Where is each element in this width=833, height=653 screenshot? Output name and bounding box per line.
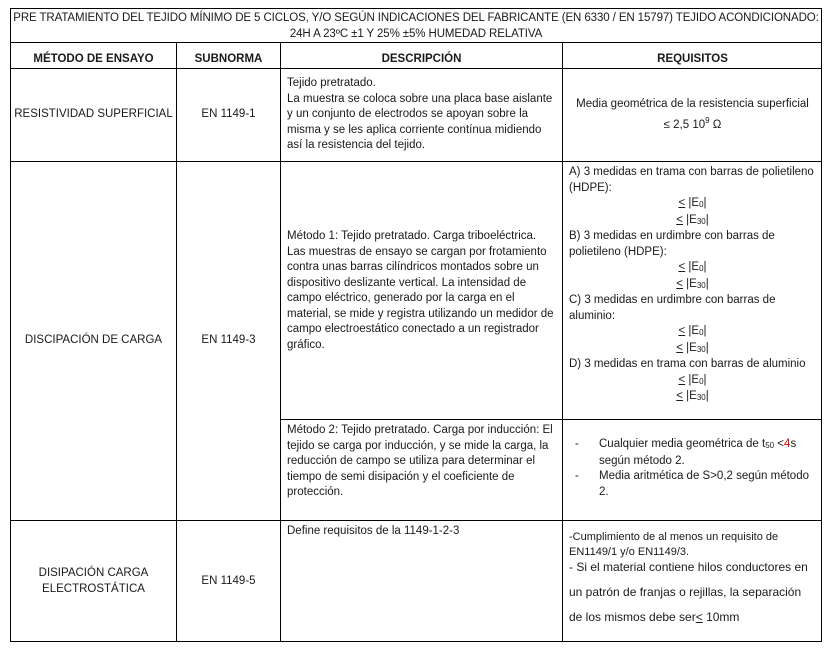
- req-text-end: s según método 2.: [599, 438, 797, 467]
- row1-description-l1: Tejido pretratado.: [287, 77, 376, 89]
- req-unit: Ω: [712, 118, 722, 131]
- req-exponent: 9: [705, 115, 710, 125]
- row2-method1-description: Método 1: Tejido pretratado. Carga triboeléctrica. Las muestras de ensayo se cargan por frotamiento contra unas barras cilíndricos montados sobre un dispositivo deslizante vertical. La intensidad de campo eléctrico, generado por la carga en el material, se mide y registra utilizando un medidor de campo electroestático conectado a un registrador gráfico.: [287, 230, 554, 351]
- le-symbol: <: [678, 197, 686, 209]
- e-symbol: E: [691, 261, 700, 273]
- t-sub: 50: [765, 441, 775, 450]
- method2-req-1: [569, 437, 816, 469]
- req-text: Cualquier media geométrica de t: [599, 438, 766, 450]
- title-line-2-text: 24H A 23ºC ±1 Y 25% ±5% HUMEDAD RELATIVA: [289, 28, 543, 40]
- e-sub: 0: [699, 328, 704, 337]
- le-symbol: <: [676, 341, 683, 354]
- row1-method: RESISTIVIDAD SUPERFICIAL: [14, 108, 173, 121]
- row1-requirements: [563, 69, 822, 161]
- row1-subnorm: EN 1149-1: [201, 108, 256, 121]
- row2-method: DISCIPACIÓN DE CARGA: [24, 334, 163, 347]
- title-line-2: [11, 26, 821, 42]
- e0-requirement: < $|E_0|$: [678, 261, 707, 273]
- le-symbol: <: [678, 325, 686, 337]
- e-sub: 30: [696, 393, 706, 402]
- req-item-label: A) 3 medidas en trama con barras de polietileno (HDPE):: [569, 166, 814, 194]
- e0-requirement: < $|E_0|$: [678, 197, 707, 209]
- row2-method2-requirements: [563, 437, 822, 500]
- row3-method-text: DISIPACIÓN CARGA ELECTROSTÁTICA: [38, 567, 149, 595]
- e30-requirement: < $|E_{30}|$: [676, 390, 709, 402]
- row1-req-text: Media geométrica de la resistencia superficial: [576, 98, 809, 111]
- req-item-b: [569, 229, 816, 293]
- row1-description-l2: La muestra se coloca sobre una placa base aislante y un conjunto de electrodos se apoyan sobre la misma y se les aplica corriente contínua midiendo así la resistencia del tejido.: [287, 92, 553, 151]
- row3-subnorm: EN 1149-5: [201, 574, 256, 587]
- row1-req-value: [664, 113, 722, 133]
- e-sub: 30: [696, 280, 706, 290]
- table-title: [11, 10, 821, 42]
- row2-method1-requirements: [563, 163, 822, 419]
- header-subnorm: SUBNORMA: [194, 52, 263, 65]
- le-symbol: <: [676, 390, 683, 402]
- e0-requirement: < $|E_0|$: [678, 325, 707, 337]
- req-value: 10mm: [702, 610, 740, 624]
- le-symbol: <: [676, 277, 683, 290]
- divider: [10, 42, 822, 43]
- header-description: DESCRIPCIÓN: [381, 52, 462, 65]
- req-item-label: B) 3 medidas en urdimbre con barras de polietileno (HDPE):: [569, 230, 775, 258]
- threshold-value: 4: [784, 438, 791, 450]
- e30-requirement: < $|E_{30}|$: [676, 277, 709, 290]
- le-symbol: <: [676, 213, 683, 226]
- e0-requirement: < $|E_0|$: [678, 373, 707, 386]
- row3-req-2: [569, 555, 816, 630]
- e-symbol: E: [691, 197, 700, 209]
- le-symbol: <: [678, 373, 686, 386]
- le-symbol: <: [695, 610, 703, 624]
- row3-requirements: [563, 530, 822, 630]
- e-symbol: E: [689, 341, 697, 354]
- lt-symbol: <: [774, 438, 785, 450]
- e-symbol: E: [691, 325, 700, 337]
- e-sub: 30: [696, 216, 706, 226]
- le-symbol: <: [678, 261, 686, 273]
- row2-subnorm: EN 1149-3: [201, 334, 256, 347]
- e-symbol: E: [689, 390, 697, 402]
- e-sub: 0: [699, 200, 704, 209]
- row1-description: [281, 74, 562, 161]
- header-method: MÉTODO DE ENSAYO: [33, 52, 154, 65]
- req-item-label: C) 3 medidas en urdimbre con barras de aluminio:: [569, 294, 776, 322]
- row3-description: Define requisitos de la 1149-1-2-3: [287, 525, 460, 537]
- e30-requirement: < $|E_{30}|$: [676, 213, 709, 226]
- method2-req-2: - Media aritmética de S>0,2 según método 2.: [569, 469, 816, 500]
- e-symbol: E: [689, 277, 697, 290]
- req-item-d: [569, 357, 816, 406]
- req-text: - Si el material contiene hilos conductores en un patrón de franjas o rejillas, la separación de los mismos debe ser: [569, 560, 808, 624]
- row2-method2-description: Método 2: Tejido pretratado. Carga por inducción: El tejido se carga por inducción, y se mide la carga, la reducción de campo se utiliza para determinar el tiempo de semi disipación y el coeficiente de protección.: [287, 424, 553, 498]
- row3-req-1: -Cumplimiento de al menos un requisito de EN1149/1 y/o EN1149/3.: [569, 531, 779, 558]
- req-value: ≤ 2,5 10: [663, 118, 706, 131]
- e30-requirement: < $|E_{30}|$: [676, 341, 709, 354]
- e-symbol: E: [689, 213, 697, 226]
- header-requirements: REQUISITOS: [657, 52, 728, 65]
- req-item-label: D) 3 medidas en trama con barras de aluminio: [569, 358, 806, 370]
- e-sub: 0: [699, 376, 704, 386]
- title-line-1: PRE TRATAMIENTO DEL TEJIDO MÍNIMO DE 5 CICLOS, Y/O SEGÚN INDICACIONES DEL FABRICANTE (EN 6330 / EN 15797) TEJIDO ACONDICIONADO:: [13, 12, 819, 24]
- e-symbol: E: [691, 373, 700, 386]
- e-sub: 0: [699, 264, 704, 273]
- req-item-a: [569, 165, 816, 229]
- req-item-c: [569, 293, 816, 357]
- row3-method: [11, 521, 176, 642]
- e-sub: 30: [696, 344, 706, 354]
